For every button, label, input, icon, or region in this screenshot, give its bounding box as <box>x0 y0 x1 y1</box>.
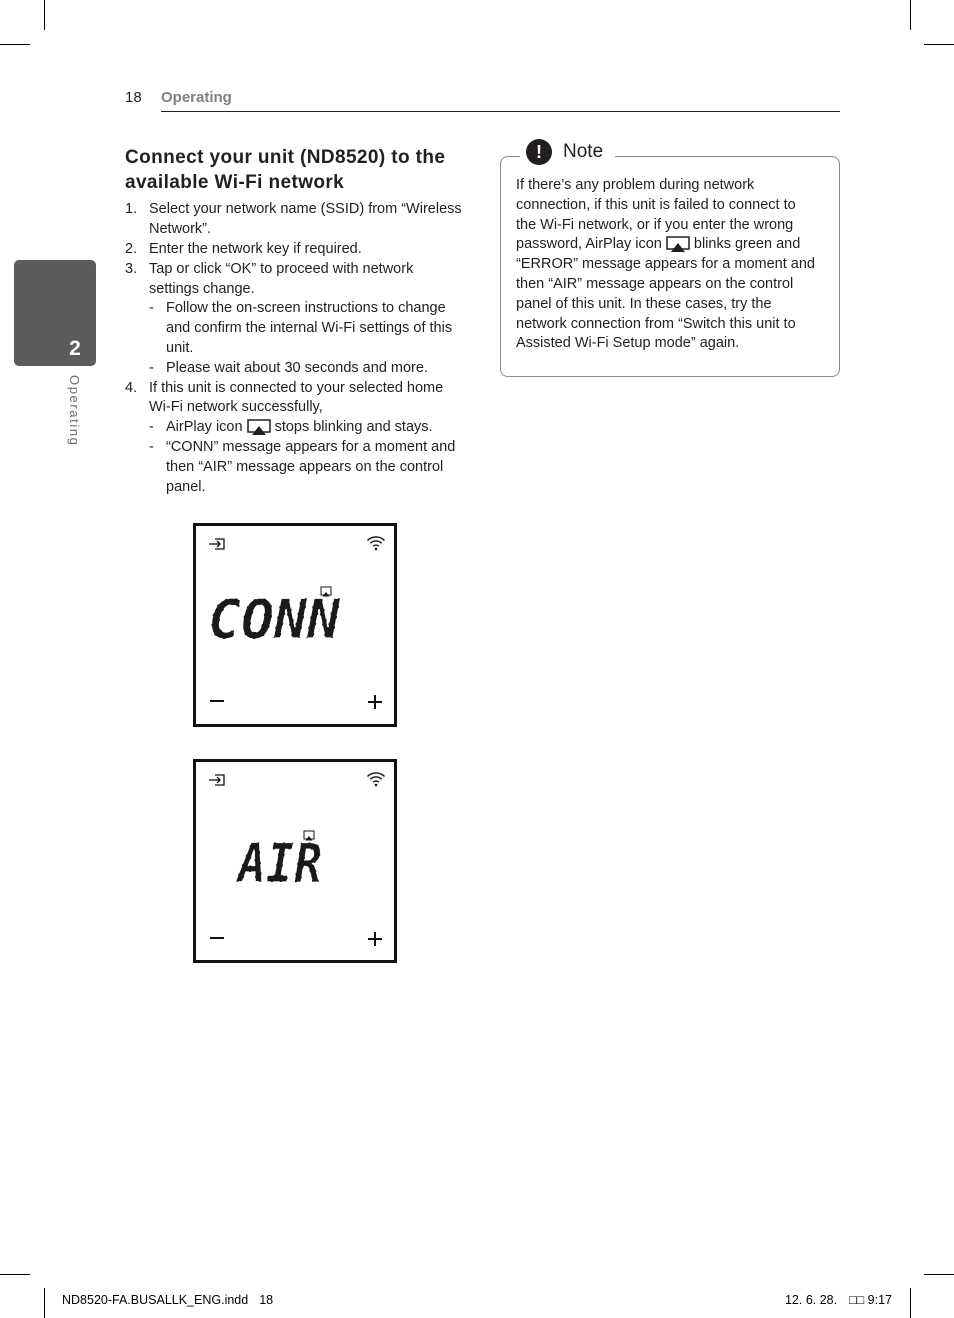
sub-item-line: Follow the on-screen instructions to change <box>166 300 446 316</box>
sub-bullet: - <box>149 419 154 435</box>
crop-mark <box>910 0 911 30</box>
sub-item-line: Please wait about 30 seconds and more. <box>166 360 428 376</box>
section-heading-line: Connect your unit (ND8520) to the <box>125 147 446 168</box>
sub-bullet: - <box>149 439 154 455</box>
note-text-line: “ERROR” message appears for a moment and <box>516 256 815 272</box>
lcd-message: AIR <box>235 832 322 895</box>
note-text: password, AirPlay icon <box>516 236 662 252</box>
footer-date: 12. 6. 28. <box>784 1293 838 1307</box>
crop-mark <box>924 1274 954 1275</box>
crop-mark <box>44 0 45 30</box>
note-text-line: If there’s any problem during network <box>516 177 755 193</box>
sub-item-line <box>166 417 433 437</box>
step-text-line: Enter the network key if required. <box>149 241 362 257</box>
crop-mark <box>0 44 30 45</box>
note-title: Note <box>563 141 604 162</box>
chapter-label: Operating <box>67 375 82 447</box>
step-number: 1. <box>125 201 138 217</box>
sub-item-line: then “AIR” message appears on the control <box>166 459 444 475</box>
footer-file-name: ND8520-FA.BUSALLK_ENG.indd <box>62 1293 249 1307</box>
footer-time: □□ 9:17 <box>849 1293 892 1307</box>
alert-icon: ! <box>526 139 552 165</box>
note-text: blinks green and <box>693 236 801 252</box>
lcd-message: CONN <box>208 588 342 651</box>
note-text-line <box>516 234 800 254</box>
step-text-line: Tap or click “OK” to proceed with network <box>149 261 414 277</box>
crop-mark <box>924 44 954 45</box>
sub-item-line: “CONN” message appears for a moment and <box>166 439 456 455</box>
header-rule <box>161 111 840 112</box>
sub-item-text: stops blinking and stays. <box>274 419 433 435</box>
note-text-line: network connection from “Switch this unit to <box>516 316 796 332</box>
step-number: 4. <box>125 380 138 396</box>
note-text-line: the Wi-Fi network, or if you enter the wrong <box>516 217 794 233</box>
header-section-title: Operating <box>161 89 232 106</box>
sub-item-line: unit. <box>166 340 194 356</box>
note-text-line: Assisted Wi-Fi Setup mode” again. <box>516 335 740 351</box>
chapter-number: 2 <box>69 337 81 360</box>
step-text-line: Network”. <box>149 221 212 237</box>
step-number: 3. <box>125 261 138 277</box>
step-text-line: Wi-Fi network successfully, <box>149 399 323 415</box>
step-number: 2. <box>125 241 138 257</box>
airplay-icon <box>247 419 271 435</box>
sub-item-line: panel. <box>166 479 206 495</box>
step-text-line: If this unit is connected to your selected home <box>149 380 444 396</box>
sub-bullet: - <box>149 300 154 316</box>
header-page-number: 18 <box>125 89 142 106</box>
note-text-line: connection, if this unit is failed to connect to <box>516 197 796 213</box>
note-header <box>520 139 615 165</box>
crop-mark <box>44 1288 45 1318</box>
footer-timestamp <box>785 1292 892 1308</box>
sub-item-line: and confirm the internal Wi-Fi settings of this <box>166 320 453 336</box>
crop-mark <box>0 1274 30 1275</box>
step-text-line: settings change. <box>149 281 255 297</box>
footer-file-info <box>62 1292 273 1308</box>
crop-mark <box>910 1288 911 1318</box>
note-text-line: panel of this unit. In these cases, try the <box>516 296 772 312</box>
sub-bullet: - <box>149 360 154 376</box>
section-heading-line: available Wi-Fi network <box>125 172 345 193</box>
display-panel-air <box>193 759 397 963</box>
airplay-icon <box>666 236 690 252</box>
footer-page-number: 18 <box>259 1293 274 1307</box>
step-text-line: Select your network name (SSID) from “Wireless <box>149 201 462 217</box>
display-panel-conn <box>193 523 397 727</box>
note-text-line: then “AIR” message appears on the control <box>516 276 794 292</box>
sub-item-text: AirPlay icon <box>166 419 243 435</box>
